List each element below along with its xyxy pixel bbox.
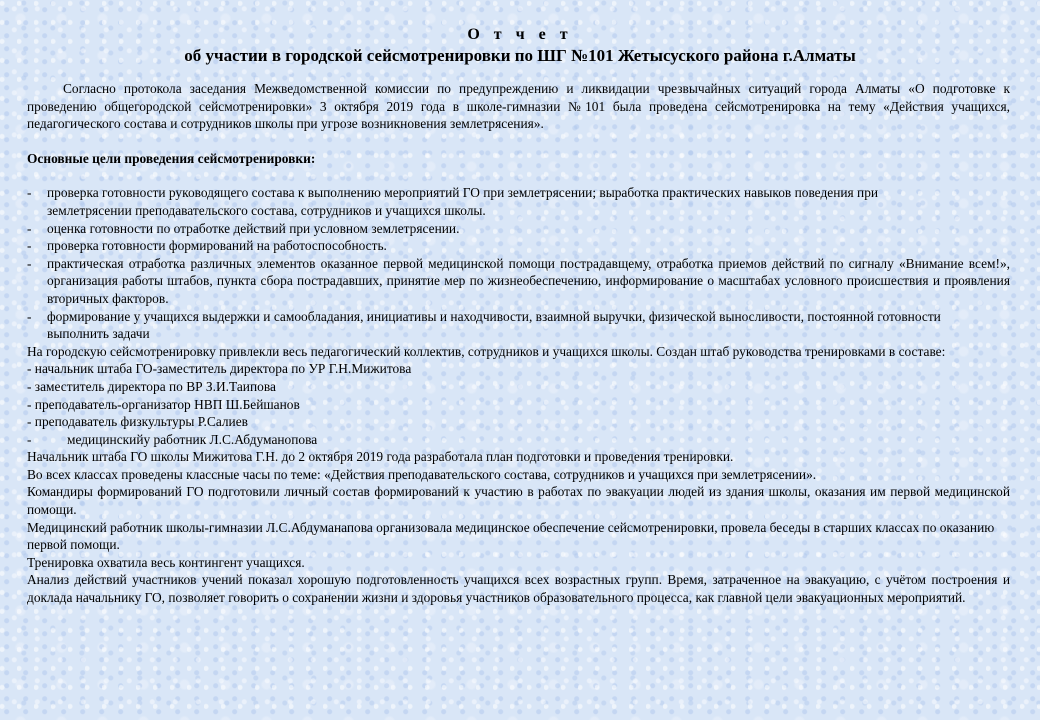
bullet-dash: - (27, 238, 32, 254)
staff-member: - преподаватель-организатор НВП Ш.Бейшанов (27, 396, 300, 412)
staff-member-text: медицинскийу работник Л.С.Абдуманопова (67, 431, 318, 447)
report-body (27, 80, 1010, 607)
goal-item (27, 184, 1010, 219)
staff-member: - начальник штаба ГО-заместитель директора по УР Г.Н.Мижитова (27, 361, 412, 377)
goal-item (27, 255, 1010, 308)
bullet-dash: - (27, 220, 32, 236)
paragraph-medical: Медицинский работник школы-гимназии Л.С.Абдуманапова организовала медицинское обеспечение сейсмотренировки, провела беседы в старших классах по оказанию первой помощи. (27, 519, 995, 553)
report-subtitle: об участии в городской сейсмотренировки по ШГ №101 Жетысуского района г.Алматы (184, 46, 856, 65)
goal-item (27, 220, 1010, 238)
goal-text: оценка готовности по отработке действий при условном землетрясении. (47, 220, 460, 236)
bullet-dash: - (27, 431, 32, 447)
staff-member: - заместитель директора по ВР З.И.Таипова (27, 378, 276, 394)
goal-item (27, 308, 1010, 343)
goal-text: проверка готовности руководящего состава к выполнению мероприятий ГО при землетрясении; выработка практических навыков поведения при землетрясении преподавательского состава, сотрудников и учащихся школы. (47, 185, 879, 218)
bullet-dash: - (27, 255, 32, 271)
report-title: О т ч е т (467, 26, 573, 43)
goal-text: практическая отработка различных элементов оказанное первой медицинской помощи пострадавщему, отработка приемов действий по сигналу «Внимание всем!», организация работы штабов, пункта сбора пострадавших, принятие мер по жизнеобеспечению, информирование о масштабах условного происшествия и проявления вторичных факторов. (47, 255, 1010, 306)
goal-item (27, 237, 1010, 255)
paragraph-coverage: Тренировка охватила весь контингент учащихся. (27, 554, 305, 570)
staff-intro: На городскую сейсмотренировку привлекли весь педагогический коллектив, сотрудников и учащихся школы. Создан штаб руководства тренировками в составе: (27, 343, 946, 359)
goals-heading: Основные цели проведения сейсмотренировки: (27, 150, 316, 166)
paragraph-class-hours: Во всех классах проведены классные часы по теме: «Действия преподавательского состава, сотрудников и учащихся при землетрясении». (27, 466, 817, 482)
bullet-dash: - (27, 308, 32, 324)
goal-text: проверка готовности формирований на работоспособность. (47, 238, 387, 254)
staff-member (27, 431, 1010, 449)
goal-text: формирование у учащихся выдержки и самообладания, инициативы и находчивости, взаимной выручки, физической выносливости, постоянной готовности выполнить задачи (47, 308, 941, 342)
paragraph-analysis: Анализ действий участников учений показал хорошую подготовленность учащихся всех возрастных групп. Время, затраченное на эвакуацию, с учётом построения и доклада начальнику ГО, позволяет говорить о сохранении жизни и здоровья участников образовательного процесса, как главной цели эвакуационных мероприятий. (27, 572, 1010, 606)
bullet-dash: - (27, 185, 32, 201)
paragraph-plan: Начальник штаба ГО школы Мижитова Г.Н. до 2 октября 2019 года разработала план подготовки и проведения тренировки. (27, 449, 734, 465)
staff-member: - преподаватель физкультуры Р.Салиев (27, 414, 248, 430)
intro-paragraph: Согласно протокола заседания Межведомственной комиссии по предупреждению и ликвидации чрезвычайных ситуаций города Алматы «О подготовке к проведению общегородской сейсмотренировки» 3 октября 2019 года в школе-гимназии №101 была проведена сейсмотренировка на тему «Действия учащихся, педагогического состава и сотрудников школы при угрозе возникновения землетрясения». (27, 81, 1010, 132)
paragraph-commanders: Командиры формирований ГО подготовили личный состав формирований к участию в работах по эвакуации людей из здания школы, оказания им первой медицинской помощи. (27, 484, 1010, 518)
